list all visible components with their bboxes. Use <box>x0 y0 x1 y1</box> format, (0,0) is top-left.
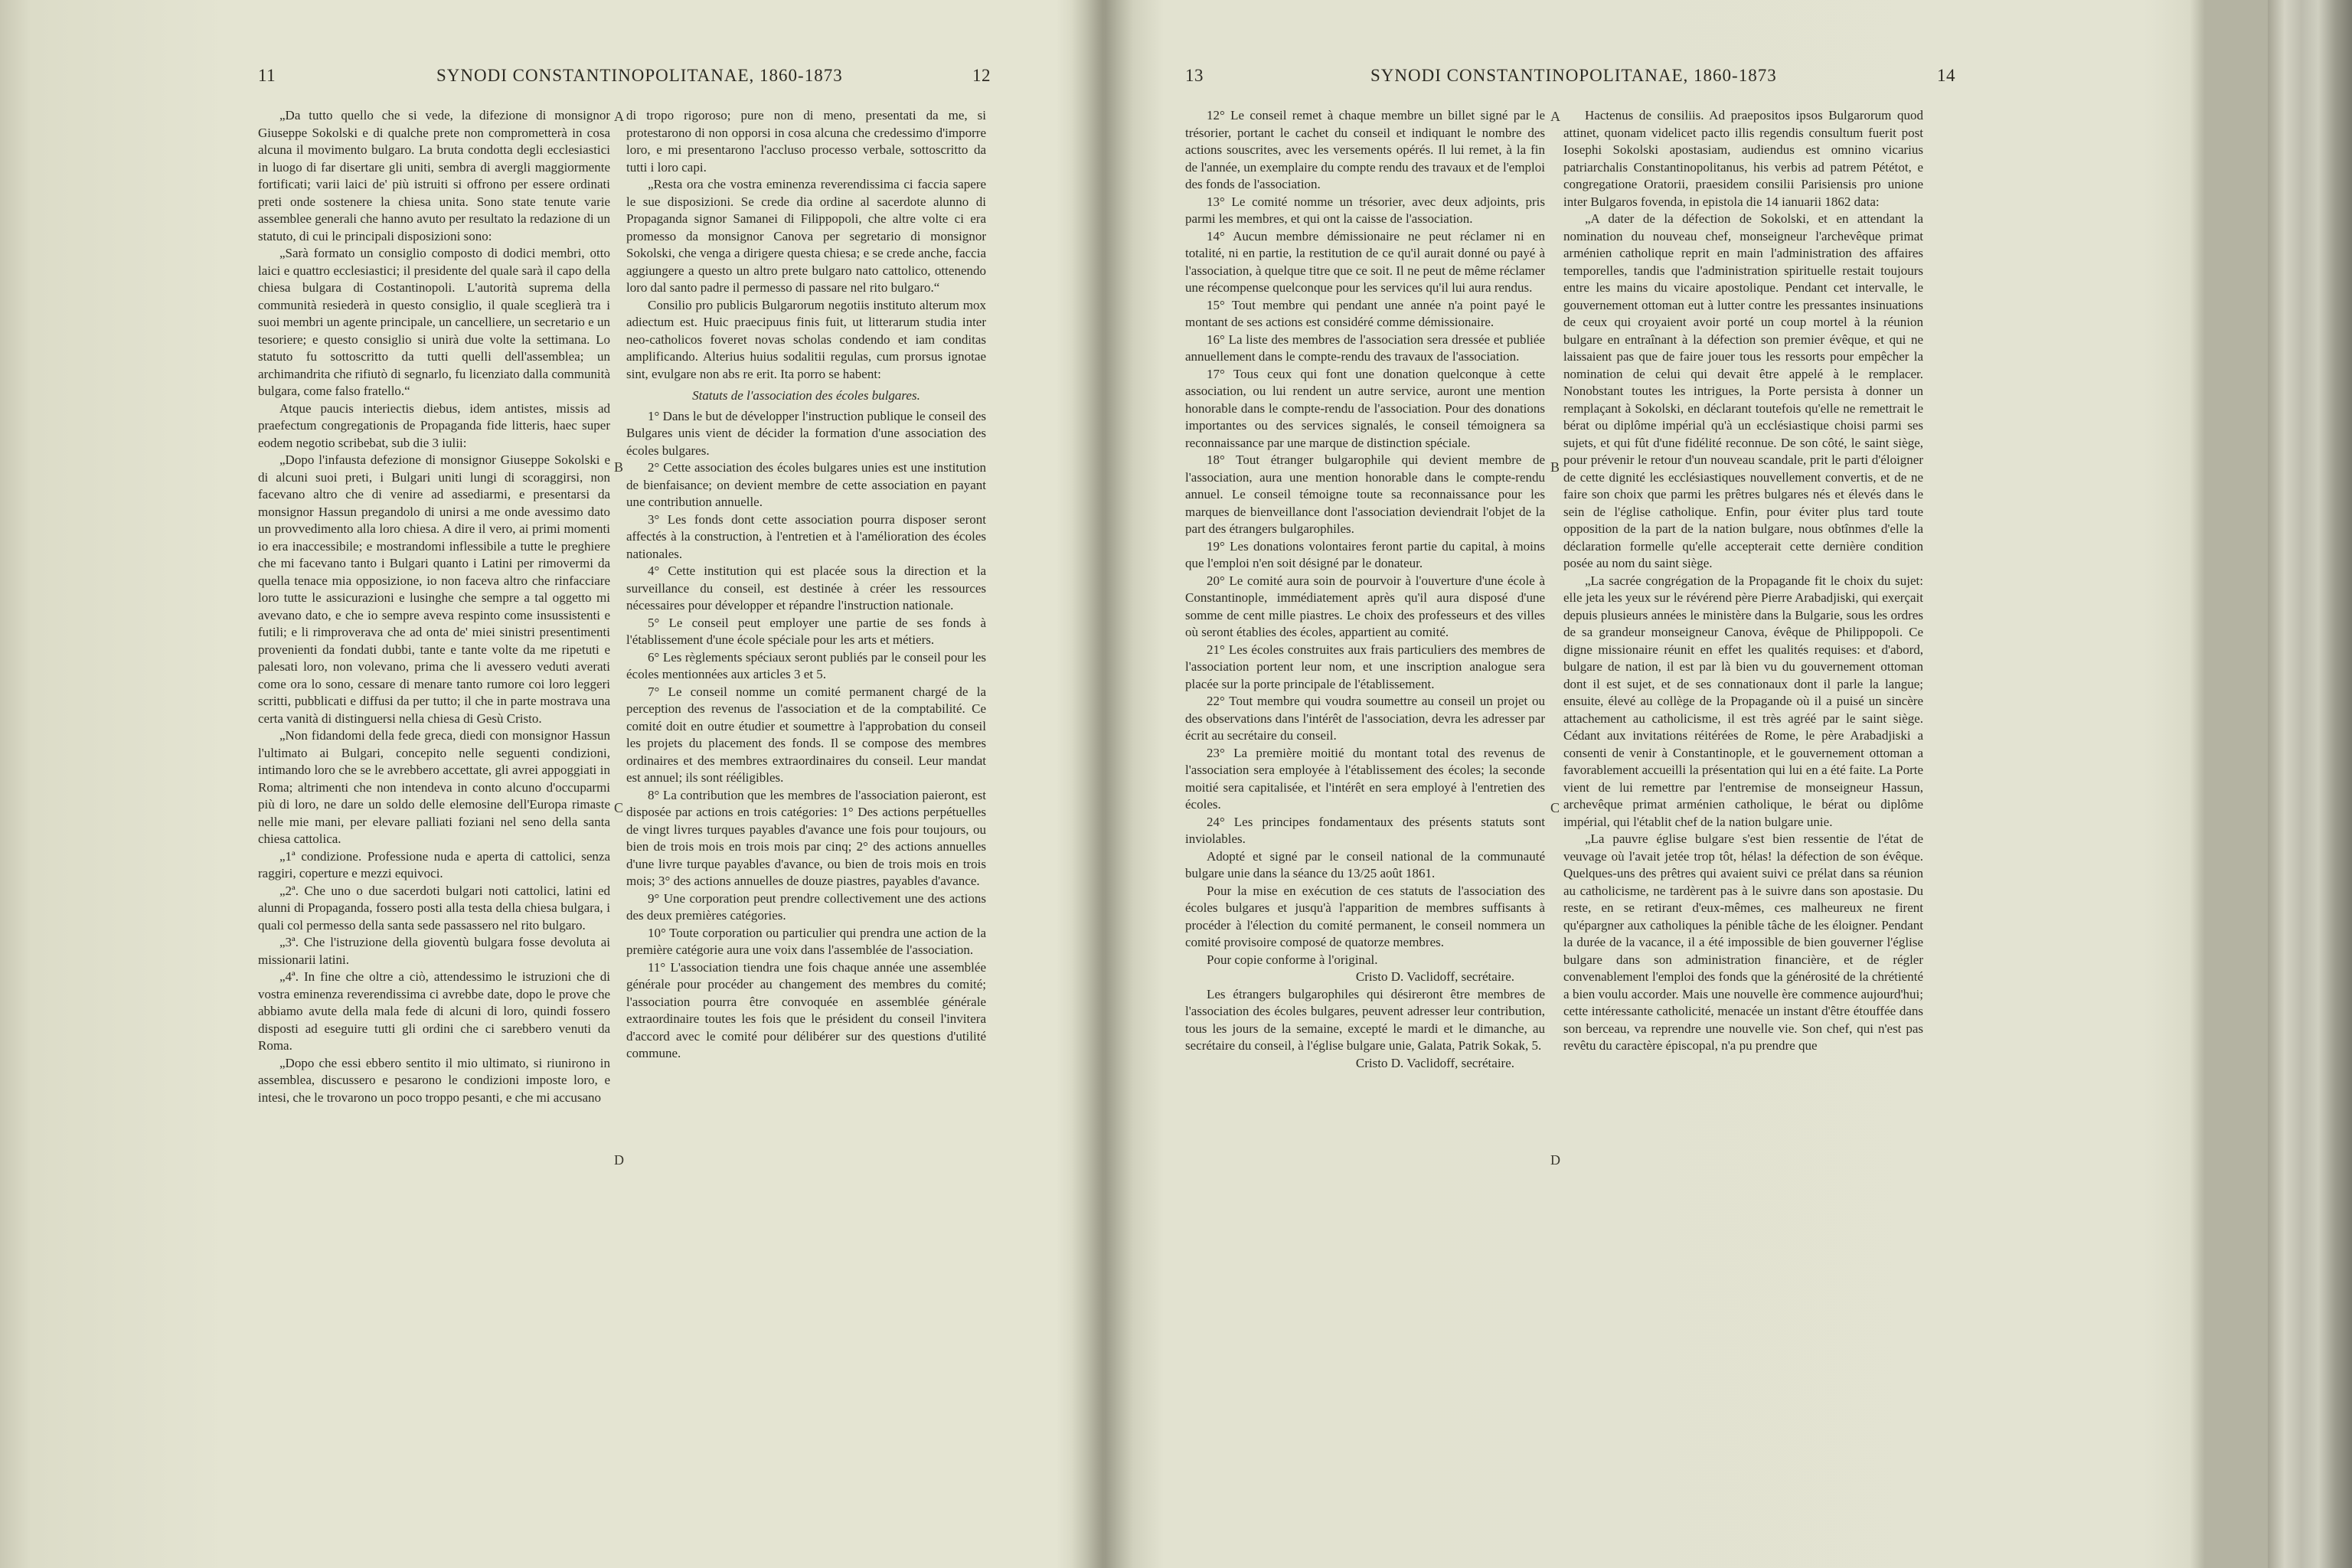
paragraph: 4° Cette institution qui est placée sous la direction et la surveillance du conseil, est destinée à créer les ressources nécessaires pour développer et répandre l'instruction nationale. <box>626 564 986 612</box>
paragraph: Les étrangers bulgarophiles qui désireront être membres de l'association des écoles bulgares, peuvent adresser leur contribution, tous les jours de la semaine, excepté le mardi et le dimanche, au secrétaire du conseil, à l'église bulgare unie, Galata, Patrik Sokak, 5. <box>1185 986 1545 1053</box>
paragraph: 7° Le conseil nomme un comité permanent chargé de la perception des revenus de l'association et de la comptabilité. Ce comité doit en outre étudier et soumettre à l'approbation du conseil les projets du placement des fonds. Il se compose des membres ordinaires et des membres extraordinaires du conseil. Leur mandat est annuel; ils sont rééligibles. <box>626 684 986 785</box>
margin-letter-a: A <box>1550 109 1560 124</box>
paragraph: 24° Les principes fondamentaux des présents statuts sont inviolables. <box>1185 814 1545 846</box>
margin-letter-d: D <box>1550 1152 1560 1168</box>
paragraph: 14° Aucun membre démissionaire ne peut réclamer ni en totalité, ni en partie, la restitution de ce qu'il aurait donné ou payé à l'association, à quelque titre que ce soit. Il ne peut de même réclamer une récompense quelconque pour les services qu'il lui aura rendus. <box>1185 228 1545 295</box>
signature-line: Cristo D. Vaclidoff, secrétaire. <box>1355 969 1514 984</box>
running-title: SYNODI CONSTANTINOPOLITANAE, 1860-1873 <box>436 66 843 85</box>
paragraph: Pour la mise en exécution de ces statuts de l'association des écoles bulgares et jusqu'à l'apparition de membres suffisants à procéder à l'élection du comité permanent, le conseil nommera un comité provisoire composé de quatorze membres. <box>1185 883 1545 949</box>
paragraph: „1ª condizione. Professione nuda e aperta di cattolici, senza raggiri, coperture e mezzi equivoci. <box>258 848 610 880</box>
paragraph: Consilio pro publicis Bulgarorum negotiis instituto alterum mox adiectum est. Huic praecipuus finis fuit, ut litterarum studia inter neo-catholicos foveret novas scholas condendo et iam conditas amplificando. Alterius huius sodalitii regulas, cum prorsus ignotae sint, evulgare non abs re erit. Ita porro se habent: <box>626 297 986 381</box>
left-page-column-1 <box>258 107 610 1508</box>
paragraph: „4ª. In fine che oltre a ciò, attendessimo le istruzioni che di vostra eminenza reverendissima ci avrebbe date, dopo le prove che abbiamo avute della mala fede di alcuni di loro, quindi fossero disposti ad eseguire tutti gli ordini che ci sarebbero venuti da Roma. <box>258 969 610 1053</box>
right-page <box>1118 0 2266 1568</box>
paragraph: „La pauvre église bulgare s'est bien ressentie de l'état de veuvage où l'avait jetée trop tôt, hélas! la défection de son évêque. Quelques-uns des prêtres qui avaient suivi ce prélat dans sa réunion au catholicisme, ne tardèrent pas à le suivre dans son apostasie. Du reste, en se retirant d'eux-mêmes, ces malheureux ne firent qu'épargner aux catholiques la pénible tâche de les éloigner. Pendant la durée de la vacance, il a été impossible de bien gouverner l'église bulgare dans son administration financière, et de régler convenablement l'emploi des fonds que la générosité de la chrétienté a bien voulu accorder. Mais une nouvelle ère commence aujourd'hui; cette intéressante catholicité, menacée un instant d'être étouffée dans son berceau, va reprendre une nouvelle vie. Son chef, qui n'est pas revêtu du caractère épiscopal, n'a pu prendre que <box>1563 831 1923 1053</box>
paragraph: Pour copie conforme à l'original. <box>1207 952 1378 967</box>
paragraph: Atque paucis interiectis diebus, idem antistes, missis ad praefectum congregationis de Propaganda fide litteris, haec super eodem negotio scribebat, sub die 3 iulii: <box>258 400 610 450</box>
paragraph: „A dater de la défection de Sokolski, et en attendant la nomination du nouveau chef, monseigneur l'archevêque primat arménien catholique reprit en main l'administration des affaires temporelles, tandis que l'administration spirituelle restait toujours entre les mains du vicaire apostolique. Pendant cet intervalle, le gouvernement ottoman eut à lutter contre les pressantes insinuations de ceux qui croyaient avoir porté un coup mortel à la réunion bulgare en entraînant à la défection son premier évêque, et qui ne laissaient pas que de faire jouer tous les ressorts pour empêcher la nomination de celui qui devait être appelé à le remplacer. Nonobstant toutes les intrigues, la Porte persista à donner un remplaçant à Sokolski, en déclarant toutefois qu'elle ne remettrait le bérat ou diplôme impérial qu'à un ecclésiastique choisi parmi ses sujets, et qui fût d'une fidélité reconnue. De son côté, le saint siège, pour prévenir le retour d'un nouveau scandale, prit le parti d'éloigner de cette dignité les ecclésiastiques nouvellement convertis, et de ne faire son choix que parmi les prêtres bulgares nés et élevés dans le sein de l'église catholique. Enfin, pour éviter plus tard toute opposition de la part de la nation bulgare, nous obtînmes d'elle la déclaration formelle qu'elle accepterait cette dernière condition posée au nom du saint siège. <box>1563 211 1923 570</box>
page-edges <box>2268 0 2352 1568</box>
paragraph: 19° Les donations volontaires feront partie du capital, à moins que l'emploi n'en soit désigné par le donateur. <box>1185 538 1545 570</box>
paragraph: 13° Le comité nomme un trésorier, avec deux adjoints, pris parmi les membres, et qui ont la caisse de l'association. <box>1185 194 1545 226</box>
paragraph: 10° Toute corporation ou particulier qui prendra une action de la première catégorie aura une voix dans l'assemblée de l'association. <box>626 925 986 957</box>
paragraph: „Sarà formato un consiglio composto di dodici membri, otto laici e quattro ecclesiastici; il presidente del quale sarà il capo della chiesa bulgara di Costantinopoli. L'autorità suprema della communità resiederà in questo consiglio, il quale sceglierà tra i suoi membri un agente principale, un cancelliere, un secretario e un tesoriere; e questo consiglio si unirà due volte la settimana. Lo statuto fu sottoscritto da tutti quelli dell'assemblea; un archimandrita che rifiutò di segnarlo, fu licenziato dalla communità bulgara, come falso fratello.“ <box>258 246 610 398</box>
paragraph: 8° La contribution que les membres de l'association paieront, est disposée par actions en trois catégories: 1° Des actions perpétuelles de vingt livres turques payables d'avance une fois pour toujours, ou bien de trois mois en trois mois par cinq; 2° des actions annuelles d'une livre turque payables d'avance, ou bien de trois mois en trois mois; 3° des actions annuelles de douze piastres, payables d'avance. <box>626 787 986 888</box>
paragraph: „3ª. Che l'istruzione della gioventù bulgara fosse devoluta ai missionarii latini. <box>258 935 610 967</box>
paragraph: 1° Dans le but de développer l'instruction publique le conseil des Bulgares unis vient de décider la formation d'une association des écoles bulgares. <box>626 408 986 458</box>
paragraph: 22° Tout membre qui voudra soumettre au conseil un projet ou des observations dans l'intérêt de l'association, devra les adresser par écrit au secrétaire du conseil. <box>1185 694 1545 743</box>
signature-line: Cristo D. Vaclidoff, secrétaire. <box>1355 1055 1514 1070</box>
paragraph: 5° Le conseil peut employer une partie de ses fonds à l'établissement d'une école spéciale pour les arts et métiers. <box>626 615 986 647</box>
paragraph: 6° Les règlements spéciaux seront publiés par le conseil pour les écoles mentionnées aux articles 3 et 5. <box>626 649 986 681</box>
left-page <box>0 0 1087 1568</box>
paragraph: „La sacrée congrégation de la Propagande fit le choix du sujet: elle jeta les yeux sur le révérend père Pierre Arabadjiski, qui exerçait depuis plusieurs années le ministère dans la Bulgarie, sous les ordres de sa grandeur monseigneur Canova, évêque de Philippopoli. Ce digne missionaire réunit en effet les qualités requises: et d'abord, bulgare de nation, il est par là bien vu du gouvernement ottoman dont il est sujet, et de ses connationaux dont il parle la langue; ensuite, élevé au collège de la Propagande où il a puisé un sincère attachement au catholicisme, il est très agréé par le saint siège. Cédant aux invitations réitérées de Rome, le père Arabadjiski a consenti de venir à Constantinople, et le gouvernement ottoman a favorablement accueilli la présentation qui lui en a été faite. La Porte vient de lui remettre par l'entremise de monseigneur Hassun, archevêque primat arménien catholique, le bérat ou diplôme impérial, qui l'établit chef de la nation bulgare unie. <box>1563 573 1923 829</box>
section-heading: Statuts de l'association des écoles bulgares. <box>692 388 920 403</box>
paragraph: „Dopo che essi ebbero sentito il mio ultimato, si riunirono in assemblea, discussero e pesarono le condizioni imposte loro, e intesi, che le trovarono un poco troppo pesanti, e che mi accusano <box>258 1055 610 1105</box>
paragraph: 16° La liste des membres de l'association sera dressée et publiée annuellement dans le compte-rendu des travaux de l'association. <box>1185 332 1545 364</box>
paragraph: 23° La première moitié du montant total des revenus de l'association sera employée à l'établissement des écoles; la seconde moitié sera capitalisée, et l'intérêt en sera employé à l'entretien des écoles. <box>1185 745 1545 812</box>
paragraph: „Da tutto quello che si vede, la difezione di monsignor Giuseppe Sokolski e di qualche prete non comprometterà in cosa alcuna il movimento bulgaro. La bruta condotta degli ecclesiastici in luogo di far disertare gli uniti, sembra di avergli maggiormente fortificati; varii laici de' più istruiti si offrono per essere ordinati preti onde sostenere la chiesa unita. Sono state tenute varie assemblee generali che hanno avuto per resultato la redazione di un statuto, di cui le principali disposizioni sono: <box>258 108 610 243</box>
paragraph: 12° Le conseil remet à chaque membre un billet signé par le trésorier, portant le cachet du conseil et indiquant le nombre des actions souscrites, avec les versements opérés. Il lui remet, à la fin de l'année, un exemplaire du compte rendu des travaux et de l'emploi des fonds de l'association. <box>1185 108 1545 191</box>
paragraph: „2ª. Che uno o due sacerdoti bulgari noti cattolici, latini ed alunni di Propaganda, fossero posti alla testa della chiesa bulgara, i quali col permesso della santa sede passassero nel rito bulgaro. <box>258 883 610 933</box>
running-header-left <box>0 66 1087 96</box>
paragraph: 21° Les écoles construites aux frais particuliers des membres de l'association portent leur nom, et une inscription analogue sera placée sur la porte principale de l'établissement. <box>1185 642 1545 691</box>
paragraph: „Resta ora che vostra eminenza reverendissima ci faccia sapere le sue disposizioni. Se crede dia ordine al sacerdote alunno di Propaganda signor Samanei di Filippopoli, che altre volte ci era promesso da monsignor Canova per segretario di monsignor Sokolski, che venga a dirigere questa chiesa; e se crede anche, faccia aggiungere a questo un altro prete bulgaro nato cattolico, ottenendo loro dal santo padre il permesso di passare nel rito bulgaro.“ <box>626 177 986 295</box>
margin-letter-b: B <box>614 459 624 475</box>
page-number-11: 11 <box>258 66 276 85</box>
page-number-14: 14 <box>1937 66 1955 85</box>
paragraph: Adopté et signé par le conseil national de la communauté bulgare unie dans la séance du 13/25 août 1861. <box>1185 848 1545 880</box>
paragraph: di tropo rigoroso; pure non di meno, presentati da me, si protestarono di non opporsi in cosa alcuna che credessimo d'imporre loro, e mi presentarono l'accluso processo verbale, sottoscritto da tutti i loro capi. <box>626 108 986 175</box>
page-number-13: 13 <box>1185 66 1204 85</box>
paragraph: 9° Une corporation peut prendre collectivement une des actions des deux premières catégories. <box>626 890 986 923</box>
running-title: SYNODI CONSTANTINOPOLITANAE, 1860-1873 <box>1370 66 1777 85</box>
paragraph: 11° L'association tiendra une fois chaque année une assemblée générale pour procéder au changement des membres du comité; l'association pourra être convoquée en assemblée générale extraordinaire toutes les fois que le président du conseil l'invitera d'accord avec le comité pour délibérer sur des questions d'utilité commune. <box>626 959 986 1060</box>
paragraph: 18° Tout étranger bulgarophile qui devient membre de l'association, aura une mention honorable dans le compte-rendu annuel. Le conseil témoigne toute sa reconnaissance pour les marques de bienveillance dont l'association deviendrait l'objet de la part des étrangers bulgarophiles. <box>1185 452 1545 536</box>
paragraph: „Dopo l'infausta defezione di monsignor Giuseppe Sokolski e di alcuni suoi preti, i Bulgari uniti lungi di scoraggirsi, non facevano altro che di venire ad assediarmi, e presentarsi da monsignor Hassun pregandolo di unirsi a me onde avessimo dato un provvedimento alla loro chiesa. A dire il vero, ai primi momenti io era inaccessibile; e mostrandomi inflessibile a tutte le preghiere che mi facevano tanto i Bulgari quanto i Latini per rimovermi da quella tenace mia opposizione, io non faceva altro che rinfacciare loro tutte le assicurazioni e lusinghe che sempre a tal oggetto mi avevano dato, e che io sempre aveva respinto come insussistenti e futili; e li rimproverava che ad onta de' miei sinistri presentimenti provenienti da fondati dubbi, tante e tante volte da me ripetuti e palesati loro, non volevano, prima che li avessero veduti averati come ora lo sono, cessare di menare tanto rumore coi loro leggeri scritti, pubblicati e diffusi da per tutto; il che in parte mostrava una certa vanità di distinguersi nella chiesa di Gesù Cristo. <box>258 452 610 726</box>
left-page-column-2 <box>626 107 986 1508</box>
paragraph: „Non fidandomi della fede greca, diedi con monsignor Hassun l'ultimato ai Bulgari, concepito nelle seguenti condizioni, intimando loro che se le avrebbero accettate, gli avrei appoggiati in Roma; altrimenti che non intendeva in conto alcuno d'occuparmi più di loro, ne dare un soldo delle elemosine dell'Europa rimaste nelle mie mani, per elevare palliati foziani nel seno della santa chiesa cattolica. <box>258 728 610 846</box>
margin-letter-b: B <box>1550 459 1560 475</box>
right-page-column-1 <box>1185 107 1545 1508</box>
paragraph: 15° Tout membre qui pendant une année n'a point payé le montant de ses actions est considéré comme démissionaire. <box>1185 297 1545 329</box>
running-header-right <box>1118 66 2266 96</box>
paragraph: 20° Le comité aura soin de pourvoir à l'ouverture d'une école à Constantinople, immédiatement après qu'il aura disposé d'une somme de cent mille piastres. Le choix des professeurs et des villes où seront établies des écoles, appartient au comité. <box>1185 573 1545 639</box>
right-page-column-2 <box>1563 107 1923 1508</box>
paragraph: 3° Les fonds dont cette association pourra disposer seront affectés à la construction, à l'entretien et à l'amélioration des écoles nationales. <box>626 511 986 561</box>
margin-letter-a: A <box>614 109 624 124</box>
paragraph: 17° Tous ceux qui font une donation quelconque à cette association, ou lui rendent un autre service, auront une mention honorable dans le compte-rendu de l'association. Pour des donations importantes ou des services signalés, le conseil témoignera sa reconnaissance par une marque de distinction spéciale. <box>1185 366 1545 450</box>
paragraph: Hactenus de consiliis. Ad praepositos ipsos Bulgarorum quod attinet, quonam videlicet pacto illis regendis consultum fuerit post Iosephi Sokolski apostasiam, audiendus est omnino vicarius patriarchalis Constantinopolitanus, his verbis ad patrem Pététot, e congregatione Oratorii, praesidem consilii Parisiensis pro unione inter Bulgaros fovenda, in epistola die 14 ianuarii 1862 data: <box>1563 108 1923 209</box>
margin-letter-c: C <box>1550 800 1560 815</box>
margin-letter-d: D <box>614 1152 624 1168</box>
page-number-12: 12 <box>972 66 991 85</box>
margin-letter-c: C <box>614 800 624 815</box>
paragraph: 2° Cette association des écoles bulgares unies est une institution de bienfaisance; on devient membre de cette association en payant une contribution annuelle. <box>626 460 986 509</box>
